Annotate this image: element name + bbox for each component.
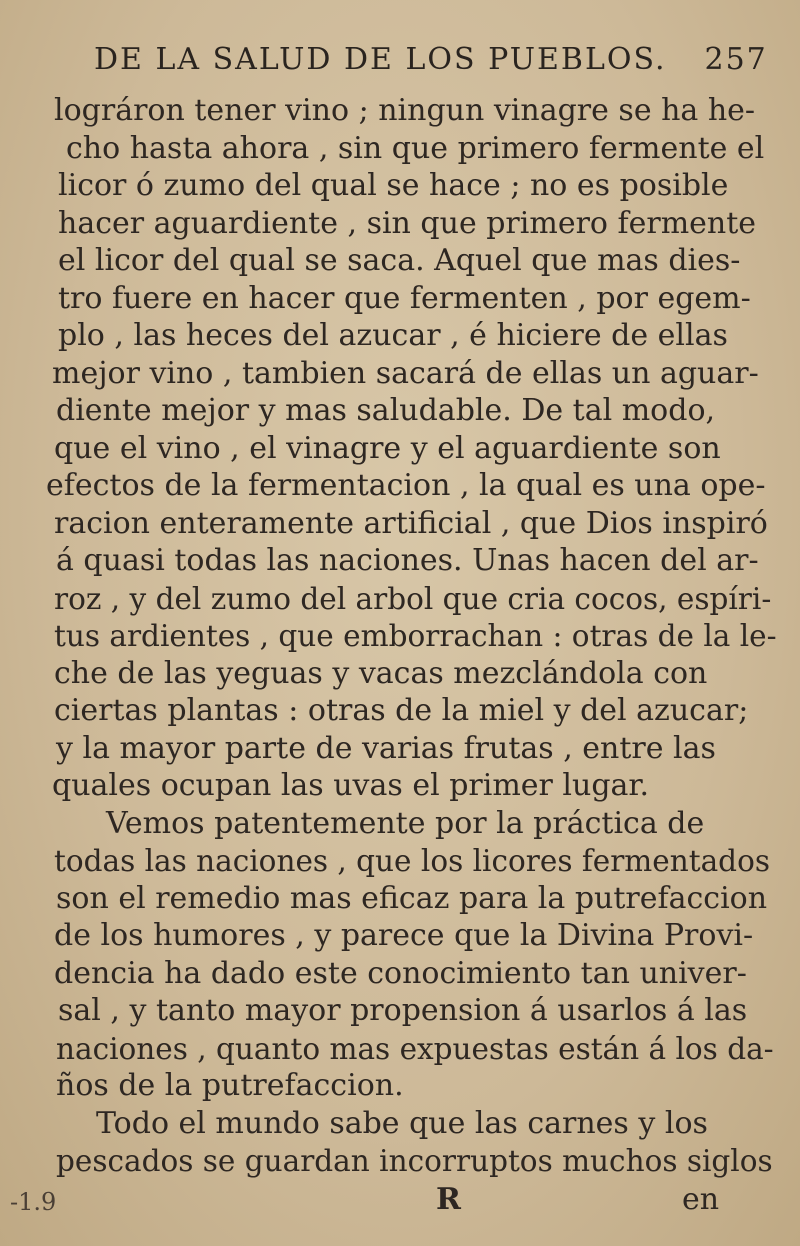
text-line: plo , las heces del azucar , é hiciere de ellas	[58, 318, 728, 353]
text-line: Vemos patentemente por la práctica de	[106, 806, 705, 841]
text-line: que el vino , el vinagre y el aguardiente son	[54, 431, 721, 466]
running-head	[94, 42, 768, 88]
text-line: ciertas plantas : otras de la miel y del azucar;	[54, 693, 749, 728]
text-line: racion enteramente artificial , que Dios inspiró	[54, 506, 768, 541]
text-line: de los humores , y parece que la Divina Provi-	[54, 918, 754, 953]
text-line: Todo el mundo sabe que las carnes y los	[96, 1106, 708, 1141]
text-line: diente mejor y mas saludable. De tal modo,	[56, 393, 716, 428]
text-line: roz , y del zumo del arbol que cria cocos, espíri-	[54, 582, 772, 616]
text-line: el licor del qual se saca. Aquel que mas dies-	[58, 243, 741, 278]
printer-mark: -1.9	[10, 1188, 57, 1216]
text-line: naciones , quanto mas expuestas están á los da-	[56, 1032, 774, 1066]
text-line: dencia ha dado este conocimiento tan univer-	[54, 956, 747, 991]
text-line: tro fuere en hacer que fermenten , por egem-	[58, 281, 751, 316]
text-line: á quasi todas las naciones. Unas hacen del ar-	[56, 543, 759, 578]
text-line: y la mayor parte de varias frutas , entre las	[56, 731, 716, 766]
page-footer	[0, 1182, 800, 1232]
text-line: pescados se guardan incorruptos muchos siglos	[56, 1144, 773, 1178]
signature-mark: R	[436, 1182, 461, 1217]
text-line: hacer aguardiente , sin que primero fermente	[58, 206, 757, 241]
text-line: lográron tener vino ; ningun vinagre se ha he-	[54, 93, 756, 128]
text-line: son el remedio mas eficaz para la putrefaccion	[56, 881, 768, 916]
text-line: sal , y tanto mayor propension á usarlos á las	[58, 993, 748, 1028]
text-line: mejor vino , tambien sacará de ellas un aguar-	[52, 356, 759, 391]
text-line: efectos de la fermentacion , la qual es una ope-	[46, 468, 766, 503]
running-title: DE LA SALUD DE LOS PUEBLOS.	[94, 42, 667, 77]
text-line: licor ó zumo del qual se hace ; no es posible	[58, 168, 729, 203]
catchword: en	[682, 1182, 720, 1217]
text-line: che de las yeguas y vacas mezclándola con	[54, 656, 708, 691]
text-line: tus ardientes , que emborrachan : otras de la le-	[54, 619, 777, 653]
text-line: todas las naciones , que los licores fermentados	[54, 844, 770, 878]
text-line: ños de la putrefaccion.	[56, 1068, 404, 1103]
page-number: 257	[704, 42, 768, 77]
text-line: quales ocupan las uvas el primer lugar.	[52, 768, 650, 803]
text-line: cho hasta ahora , sin que primero fermente el	[66, 131, 765, 166]
